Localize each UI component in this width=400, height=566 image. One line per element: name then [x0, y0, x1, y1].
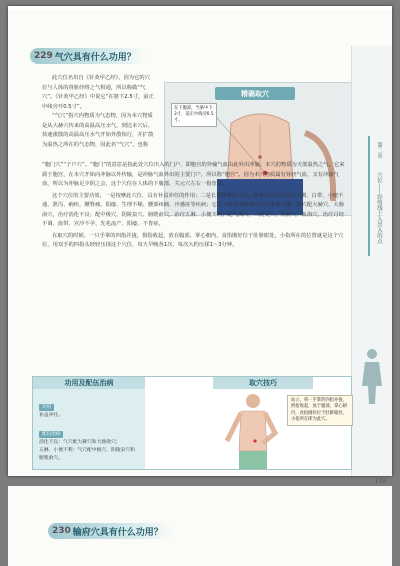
combination-item-2: 五淋、小便不利：气穴配中极穴、阴陵泉穴和膀胱俞穴。	[39, 448, 135, 461]
next-page	[8, 486, 392, 566]
next-section-title	[48, 524, 173, 538]
page-top-edge	[8, 6, 392, 10]
figure-label: 精确取穴	[215, 87, 295, 100]
standing-figure-illustration	[213, 391, 293, 469]
left-column-text	[42, 74, 154, 150]
paragraph-1: 此穴位名出自《针灸甲乙经》，因为它的穴位与人体的肾脏经络之气相通，所以称做“气穴”。《针灸甲乙经》中说它“在脐下2.5寸，前正中线旁开0.5寸”。	[42, 75, 154, 110]
figure-note: 在下腹部，当脐中下3寸，前正中线旁0.5寸。	[171, 103, 217, 127]
figure-silhouette-icon	[357, 346, 387, 406]
use-tag: 功用	[39, 404, 54, 411]
paragraph-4: 这个穴位的主要功效，一是按摩此穴位，具有补益冲任的作用；二是长期按摩此穴位，能够有效治疗月经不调、白带、小便不通、泄泻、痢疾、腰脊痛、阳痿、生理不顺、腰部疼痛、冷感症等疾病；它是人体足少阴肾经上的重要穴道，此穴配大赫穴、大肠俞穴，治疗消化不良；配中极穴、阴陵泉穴、膀胱俞穴，治疗五淋、小便不利；配气海穴、三阴交穴、肾俞穴、血海穴，治疗月经不调、血带、宫冷不孕、先兆流产、阳痿、不育症。	[42, 192, 344, 227]
chapter-label: 第二章	[376, 142, 382, 159]
use-text: 补益冲任。	[39, 413, 63, 418]
paragraph-3: “胞门穴”“子户穴”。“胞门”的意思是指此处穴位出入的门户，即胞宫的外输气血由此外出冲脉。本穴的物质为天部温热之气，它来源于胞宫，在本穴开始向冲脉以外传输，是冲脉气血外出的主要门户，所以称“胞宫”。因为本穴物质属有肾经气血，又有冲脉气血，所以为冲脉足少阴之会，这个穴位在人体的下腹部，关元穴左右一指宽处。	[42, 162, 345, 187]
tips-heading: 取穴技巧	[213, 377, 313, 389]
section-title	[30, 48, 146, 64]
paragraph-5: 在取穴的时候，一只手掌的四指并拢，拇指收起，放在腹部，掌心朝内，食指刚好位于肚脐眼处，小指所在的位置就是这个穴位，用双手的四指头轻轻压揉这个穴位，每天早晚各1次，每次大约压揉1～3分钟。	[42, 232, 344, 248]
uses-heading: 功用及配伍治病	[33, 377, 145, 389]
question-number: 229	[34, 51, 53, 61]
full-width-text	[42, 161, 348, 251]
tip-note: 站立，将一手掌的四指并拢，拇指收起，放于腹部，掌心朝内，食指刚好位于肚脐眼处，小指所在即为此穴。	[287, 395, 353, 426]
title-banner	[30, 48, 146, 64]
uses-content	[39, 393, 139, 463]
paragraph-2: “气穴”指穴内物质为气态物，因为本穴物质是从大赫穴传来的高温高压水气，到达本穴后，快速涨散的高温高压水气开始外散惊行，并扩散为温热之所在的气态物，因此名“气穴”，也称	[42, 113, 154, 148]
bottom-info-box	[32, 376, 352, 470]
next-title-banner	[48, 523, 173, 539]
page-number: 179	[374, 478, 386, 485]
sidebar-accent-line	[368, 136, 370, 256]
uses-panel	[33, 377, 145, 469]
next-question-title: 输府穴具有什么功用？	[72, 527, 163, 538]
next-question-number: 230	[52, 526, 71, 536]
combination-item-1: 消化不良：气穴配大赫穴和大肠俞穴；	[39, 440, 121, 445]
combination-tag: 配伍治病	[39, 431, 63, 438]
book-page	[8, 6, 392, 485]
question-title: 气穴具有什么功用？	[54, 52, 136, 63]
chapter-title: 穴位——经络线上入出入的点	[376, 172, 382, 244]
chapter-sidebar	[351, 46, 392, 485]
